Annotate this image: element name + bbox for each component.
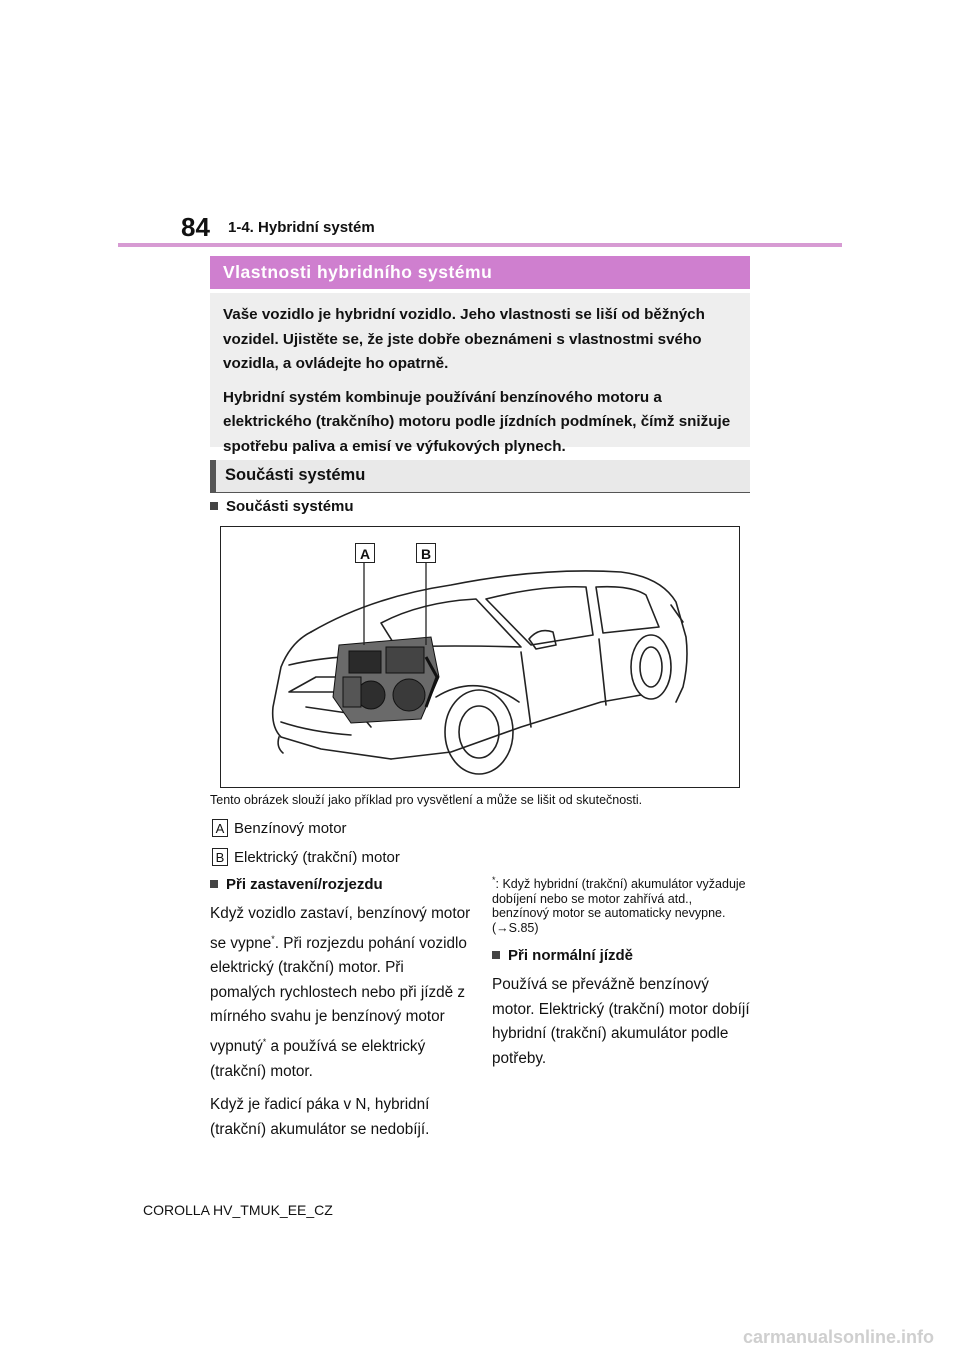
normal-driving-heading-text: Při normální jízdě [508, 947, 634, 965]
legend-text-a: Benzínový motor [234, 820, 347, 837]
legend-item-b [212, 848, 400, 866]
asterisk-mark: * [262, 1037, 267, 1048]
asterisk-mark: * [271, 933, 275, 944]
footnote [492, 873, 750, 935]
bullet-square-icon [210, 502, 218, 510]
legend-text-b: Elektrický (trakční) motor [234, 849, 400, 866]
intro-box [210, 293, 750, 455]
legend-item-a [212, 819, 347, 837]
section-title: Vlastnosti hybridního systému [210, 256, 750, 289]
legend-key-a: A [212, 819, 228, 837]
right-column [492, 873, 750, 1081]
intro-paragraph-1: Vaše vozidlo je hybridní vozidlo. Jeho vlastnosti se liší od běžných vozidel. Ujistěte se, že jste dobře obeznámeni s vlastnostmi svého vozidla, a ovládejte ho opatrně. [223, 306, 705, 372]
footnote-text: : Když hybridní (trakční) akumulátor vyžaduje dobíjení nebo se motor zahřívá atd., benzínový motor se automaticky nevypne. (→S.85) [492, 877, 746, 935]
stop-start-p1-c: a používá se elektrický (trakční) motor. [210, 1038, 426, 1080]
components-bullet [210, 498, 354, 515]
left-column [210, 876, 472, 1152]
components-header: Součásti systému [210, 460, 750, 493]
header-divider [118, 243, 842, 247]
footnote-mark: * [492, 875, 496, 885]
page-number: 84 [181, 212, 210, 242]
intro-paragraph-2: Hybridní systém kombinuje používání benzínového motoru a elektrického (trakčního) motoru podle jízdních podmínek, čímž snižuje spotřebu paliva a emisí ve výfukových plynech. [223, 388, 731, 455]
car-figure [220, 526, 740, 788]
figure-label-a: A [355, 543, 375, 563]
stop-start-p1-a: Když vozidlo zastaví, benzínový motor se vypne [210, 905, 471, 952]
car-illustration [221, 527, 739, 787]
stop-start-p1-b: . Při rozjezdu pohání vozidlo elektrický (trakční) motor. Při pomalých rychlostech nebo při jízdě z mírného svahu je benzínový motor vypnutý [210, 934, 467, 1056]
stop-start-paragraph-2: Když je řadicí páka v N, hybridní (trakční) akumulátor se nedobíjí. [210, 1096, 430, 1138]
normal-driving-heading [492, 947, 750, 964]
figure-label-b: B [416, 543, 436, 563]
section-label: 1-4. Hybridní systém [228, 219, 375, 236]
footer-doc-code: COROLLA HV_TMUK_EE_CZ [143, 1202, 333, 1218]
components-bullet-text: Součásti systému [226, 498, 354, 515]
bullet-square-icon [492, 951, 500, 959]
bullet-square-icon [210, 880, 218, 888]
stop-start-heading-text: Při zastavení/rozjezdu [226, 876, 383, 893]
figure-caption: Tento obrázek slouží jako příklad pro vysvětlení a může se lišit od skutečnosti. [210, 793, 643, 807]
stop-start-paragraph-1 [210, 902, 472, 1084]
normal-driving-text [492, 973, 750, 1071]
normal-driving-paragraph: Používá se převážně benzínový motor. Elektrický (trakční) motor dobíjí hybridní (trakční) akumulátor podle potřeby. [492, 976, 750, 1067]
stop-start-heading [210, 876, 472, 893]
stop-start-text [210, 902, 472, 1143]
legend-key-b: B [212, 848, 228, 866]
watermark: carmanualsonline.info [742, 1327, 934, 1347]
